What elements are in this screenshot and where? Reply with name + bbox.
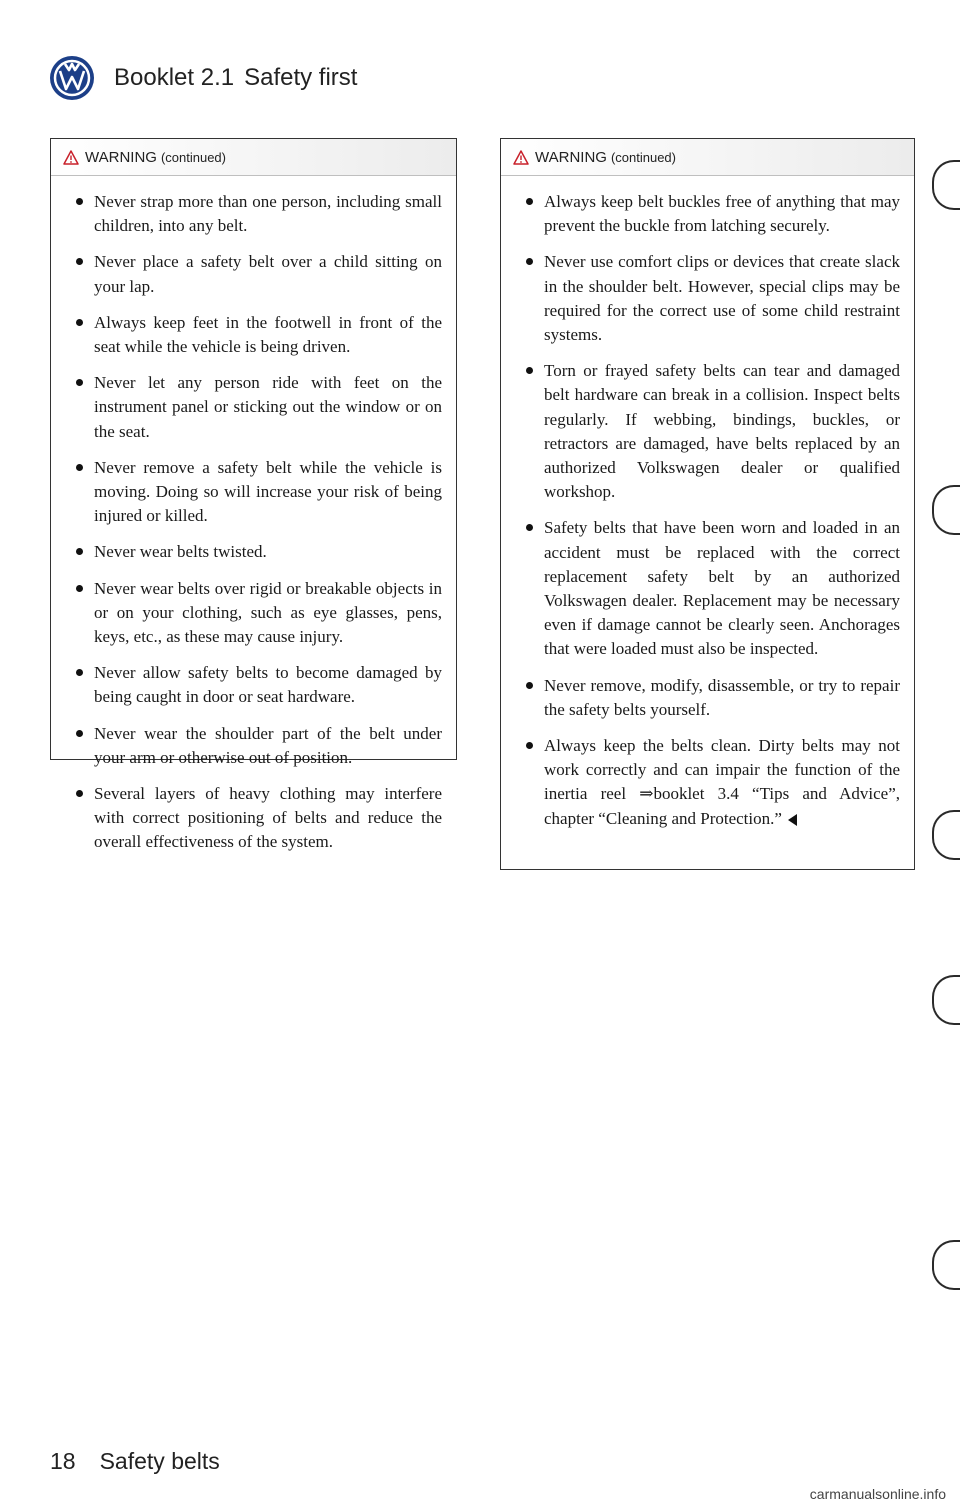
watermark: carmanualsonline.info [809,1486,946,1502]
page-tab-marker [932,160,960,210]
page-tab-marker [932,1240,960,1290]
list-item: Never wear belts twisted. [67,540,442,564]
warning-list [51,176,456,855]
list-item: Torn or frayed safety belts can tear and damaged belt hardware can break in a collision. Inspect belts regularly. If webbing, bindings, buckles, or retractors are damaged, have belts replaced by an authorized Volkswagen dealer or qualified workshop. [517,359,900,504]
warning-label: WARNING [535,148,607,166]
page-tab-marker [932,975,960,1025]
warning-box-right [500,138,915,870]
end-of-section-icon [788,814,797,826]
list-item: Never place a safety belt over a child sitting on your lap. [67,250,442,298]
warning-header [501,139,914,176]
warning-box-left [50,138,457,852]
page-tab-marker [932,485,960,535]
list-item: Never remove a safety belt while the vehicle is moving. Doing so will increase your risk of being injured or killed. [67,456,442,529]
section-title: Safety belts [99,1448,220,1474]
warning-label: WARNING [85,148,157,166]
list-item: Safety belts that have been worn and loaded in an accident must be replaced with the correct replacement safety belt by an authorized Volkswagen dealer. Replacement may be necessary even if damage cannot be clearly seen. Anchorages that were loaded must also be inspected. [517,516,900,661]
booklet-label: Booklet 2.1 [114,64,235,91]
list-item: Never let any person ride with feet on the instrument panel or sticking out the window or on the seat. [67,371,442,444]
list-item: Always keep belt buckles free of anything that may prevent the buckle from latching securely. [517,190,900,238]
list-item: Never wear belts over rigid or breakable objects in or on your clothing, such as eye glasses, pens, keys, etc., as these may cause injury. [67,577,442,650]
list-item [517,734,900,831]
list-item: Never remove, modify, disassemble, or try to repair the safety belts yourself. [517,674,900,722]
warning-triangle-icon [513,150,529,165]
list-item: Never wear the shoulder part of the belt under your arm or otherwise out of position. [67,722,442,770]
vw-logo-icon [50,56,94,100]
continued-label: (continued) [610,149,676,165]
warning-triangle-icon [63,150,79,165]
list-item: Never allow safety belts to become damaged by being caught in door or seat hardware. [67,661,442,709]
booklet-title: Safety first [244,64,358,91]
list-item: Never strap more than one person, including small children, into any belt. [67,190,442,238]
continued-label: (continued) [160,149,226,165]
list-item: Always keep feet in the footwell in front of the seat while the vehicle is being driven. [67,311,442,359]
page-tab-marker [932,810,960,860]
page-title [114,64,357,92]
page-header [50,54,357,102]
list-item-text: Always keep the belts clean. Dirty belts may not work correctly and can impair the function of the inertia reel ⇒booklet 3.4 “Tips and Advice”, chapter “Cleaning and Protection.” [544,736,900,828]
list-item: Never use comfort clips or devices that create slack in the shoulder belt. However, special clips may be required for the correct use of some child restraint systems. [517,250,900,347]
page-number: 18 [50,1448,76,1474]
warning-list [501,176,914,831]
warning-header [51,139,456,176]
page-footer [50,1448,220,1475]
list-item: Several layers of heavy clothing may interfere with correct positioning of belts and reduce the overall effectiveness of the system. [67,782,442,855]
